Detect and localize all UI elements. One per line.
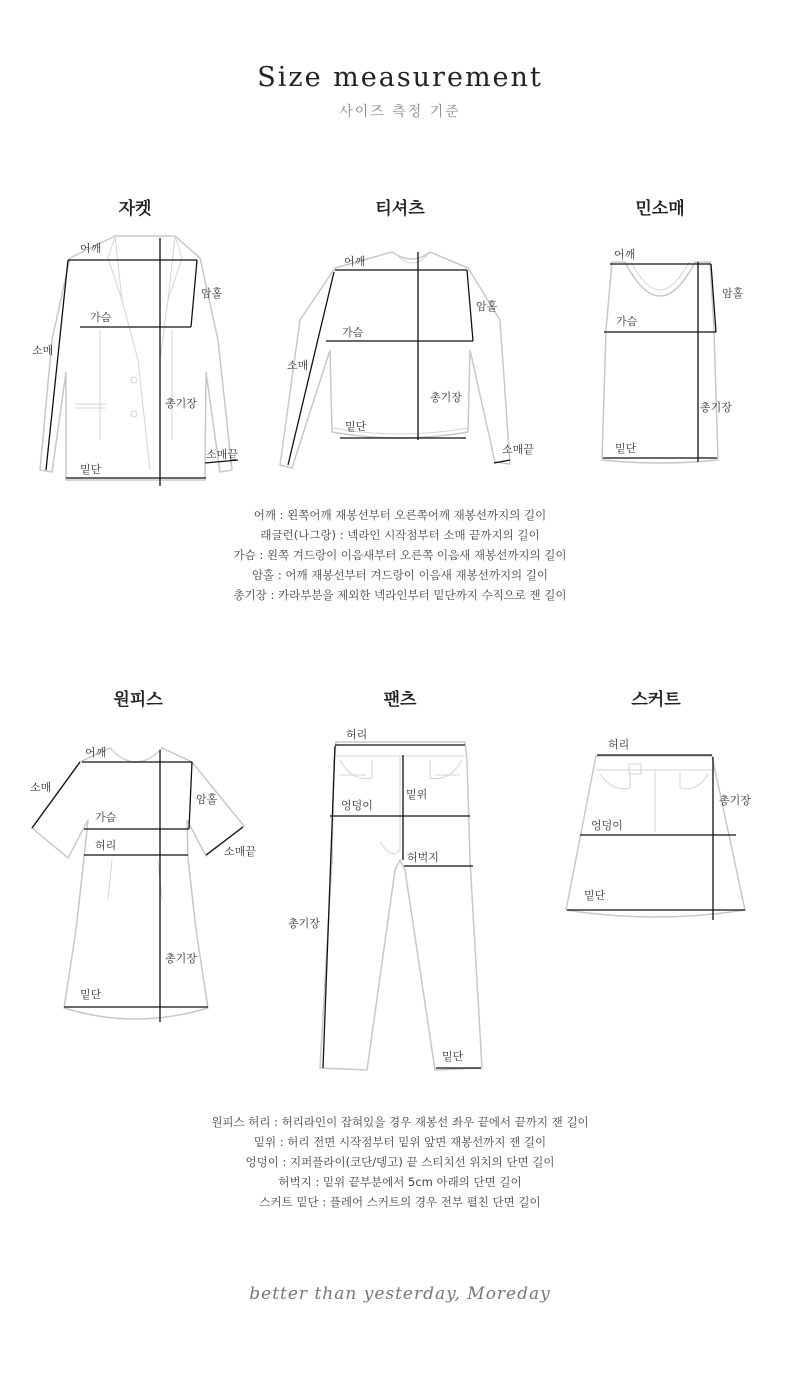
top-garments-diagram xyxy=(0,225,800,495)
sleeveless-label-shoulder: 어깨 xyxy=(614,248,636,261)
jacket-label-hem: 밑단 xyxy=(80,463,102,476)
tshirt-label-armhole: 암홀 xyxy=(476,300,498,313)
jacket-label-cuff: 소매끝 xyxy=(206,448,238,461)
onepiece-label-hem: 밑단 xyxy=(80,988,102,1001)
tshirt-label-sleeve: 소매 xyxy=(287,359,309,372)
sleeveless-title: 민소매 xyxy=(635,199,685,219)
pants-label-hem: 밑단 xyxy=(442,1050,464,1063)
note-item: 어깨 : 왼쪽어깨 재봉선부터 오른쪽어깨 재봉선까지의 길이 xyxy=(253,508,547,522)
note-item: 총기장 : 카라부분을 제외한 넥라인부터 밑단까지 수직으로 잰 길이 xyxy=(233,588,567,602)
jacket-label-sleeve: 소매 xyxy=(32,344,54,357)
tshirt-measure-lines xyxy=(288,252,510,465)
pants-label-rise: 밑위 xyxy=(406,788,428,801)
pants-label-waist: 허리 xyxy=(346,728,368,741)
sleeveless-measure-lines xyxy=(603,262,717,462)
note-item: 엉덩이 : 지퍼플라이(코단/뎅고) 끝 스티치선 위치의 단면 길이 xyxy=(245,1155,555,1169)
tshirt-title: 티셔츠 xyxy=(375,199,425,219)
pants-label-thigh: 허벅지 xyxy=(407,851,439,864)
footer-tagline: better than yesterday, Moreday xyxy=(249,1284,551,1304)
onepiece-label-armhole: 암홀 xyxy=(196,793,218,806)
skirt-label-waist: 허리 xyxy=(608,738,630,751)
note-item: 스커트 밑단 : 플레어 스커트의 경우 전부 펼친 단면 길이 xyxy=(259,1195,541,1209)
pants-label-hip: 엉덩이 xyxy=(341,799,373,812)
jacket-label-armhole: 암홀 xyxy=(201,287,223,300)
sleeveless-label-length: 총기장 xyxy=(700,401,732,414)
note-item: 가슴 : 왼쪽 겨드랑이 이음새부터 오른쪽 이음새 재봉선까지의 길이 xyxy=(233,548,567,562)
bottom-garments-diagram xyxy=(0,725,800,1085)
onepiece-label-length: 총기장 xyxy=(165,952,197,965)
tshirt-label-length: 총기장 xyxy=(430,391,462,404)
note-item: 밑위 : 허리 전면 시작점부터 밑위 앞면 재봉선까지 잰 길이 xyxy=(253,1135,547,1149)
pants-illustration xyxy=(320,742,482,1070)
jacket-title: 자켓 xyxy=(118,199,152,219)
notes-top xyxy=(0,505,800,605)
note-item: 원피스 허리 : 허리라인이 잡혀있을 경우 재봉선 좌우 끝에서 끝까지 잰 길이 xyxy=(211,1115,589,1129)
page-title: Size measurement xyxy=(257,62,543,93)
skirt-label-hip: 엉덩이 xyxy=(591,819,623,832)
tshirt-label-shoulder: 어깨 xyxy=(344,255,366,268)
skirt-label-length: 총기장 xyxy=(719,794,751,807)
tshirt-label-hem: 밑단 xyxy=(345,420,367,433)
onepiece-label-chest: 가슴 xyxy=(95,811,117,824)
note-item: 래글런(나그랑) : 넥라인 시작점부터 소매 끝까지의 길이 xyxy=(260,528,540,542)
onepiece-title: 원피스 xyxy=(113,690,163,710)
sleeveless-label-chest: 가슴 xyxy=(616,315,638,328)
jacket-label-shoulder: 어깨 xyxy=(80,242,102,255)
sleeveless-label-hem: 밑단 xyxy=(615,442,637,455)
jacket-label-length: 총기장 xyxy=(165,397,197,410)
page-subtitle: 사이즈 측정 기준 xyxy=(339,104,461,120)
onepiece-measure-lines xyxy=(32,750,243,1022)
jacket-label-chest: 가슴 xyxy=(90,311,112,324)
note-item: 허벅지 : 밑위 끝부분에서 5cm 아래의 단면 길이 xyxy=(278,1175,522,1189)
jacket-illustration xyxy=(40,236,232,480)
note-item: 암홀 : 어깨 재봉선부터 겨드랑이 이음새 재봉선까지의 길이 xyxy=(251,568,549,582)
skirt-title: 스커트 xyxy=(631,690,681,710)
onepiece-illustration xyxy=(32,748,244,1019)
pants-label-length: 총기장 xyxy=(288,917,320,930)
sleeveless-illustration xyxy=(602,262,718,463)
onepiece-label-waist: 허리 xyxy=(95,839,117,852)
onepiece-label-shoulder: 어깨 xyxy=(85,746,107,759)
sleeveless-label-armhole: 암홀 xyxy=(722,287,744,300)
onepiece-label-cuff: 소매끝 xyxy=(224,845,256,858)
pants-measure-lines xyxy=(323,745,481,1068)
notes-bottom xyxy=(0,1112,800,1212)
onepiece-label-sleeve: 소매 xyxy=(30,781,52,794)
tshirt-label-chest: 가슴 xyxy=(342,326,364,339)
tshirt-label-cuff: 소매끝 xyxy=(502,443,534,456)
skirt-label-hem: 밑단 xyxy=(584,889,606,902)
pants-title: 팬츠 xyxy=(383,690,417,710)
tshirt-illustration xyxy=(280,252,510,468)
